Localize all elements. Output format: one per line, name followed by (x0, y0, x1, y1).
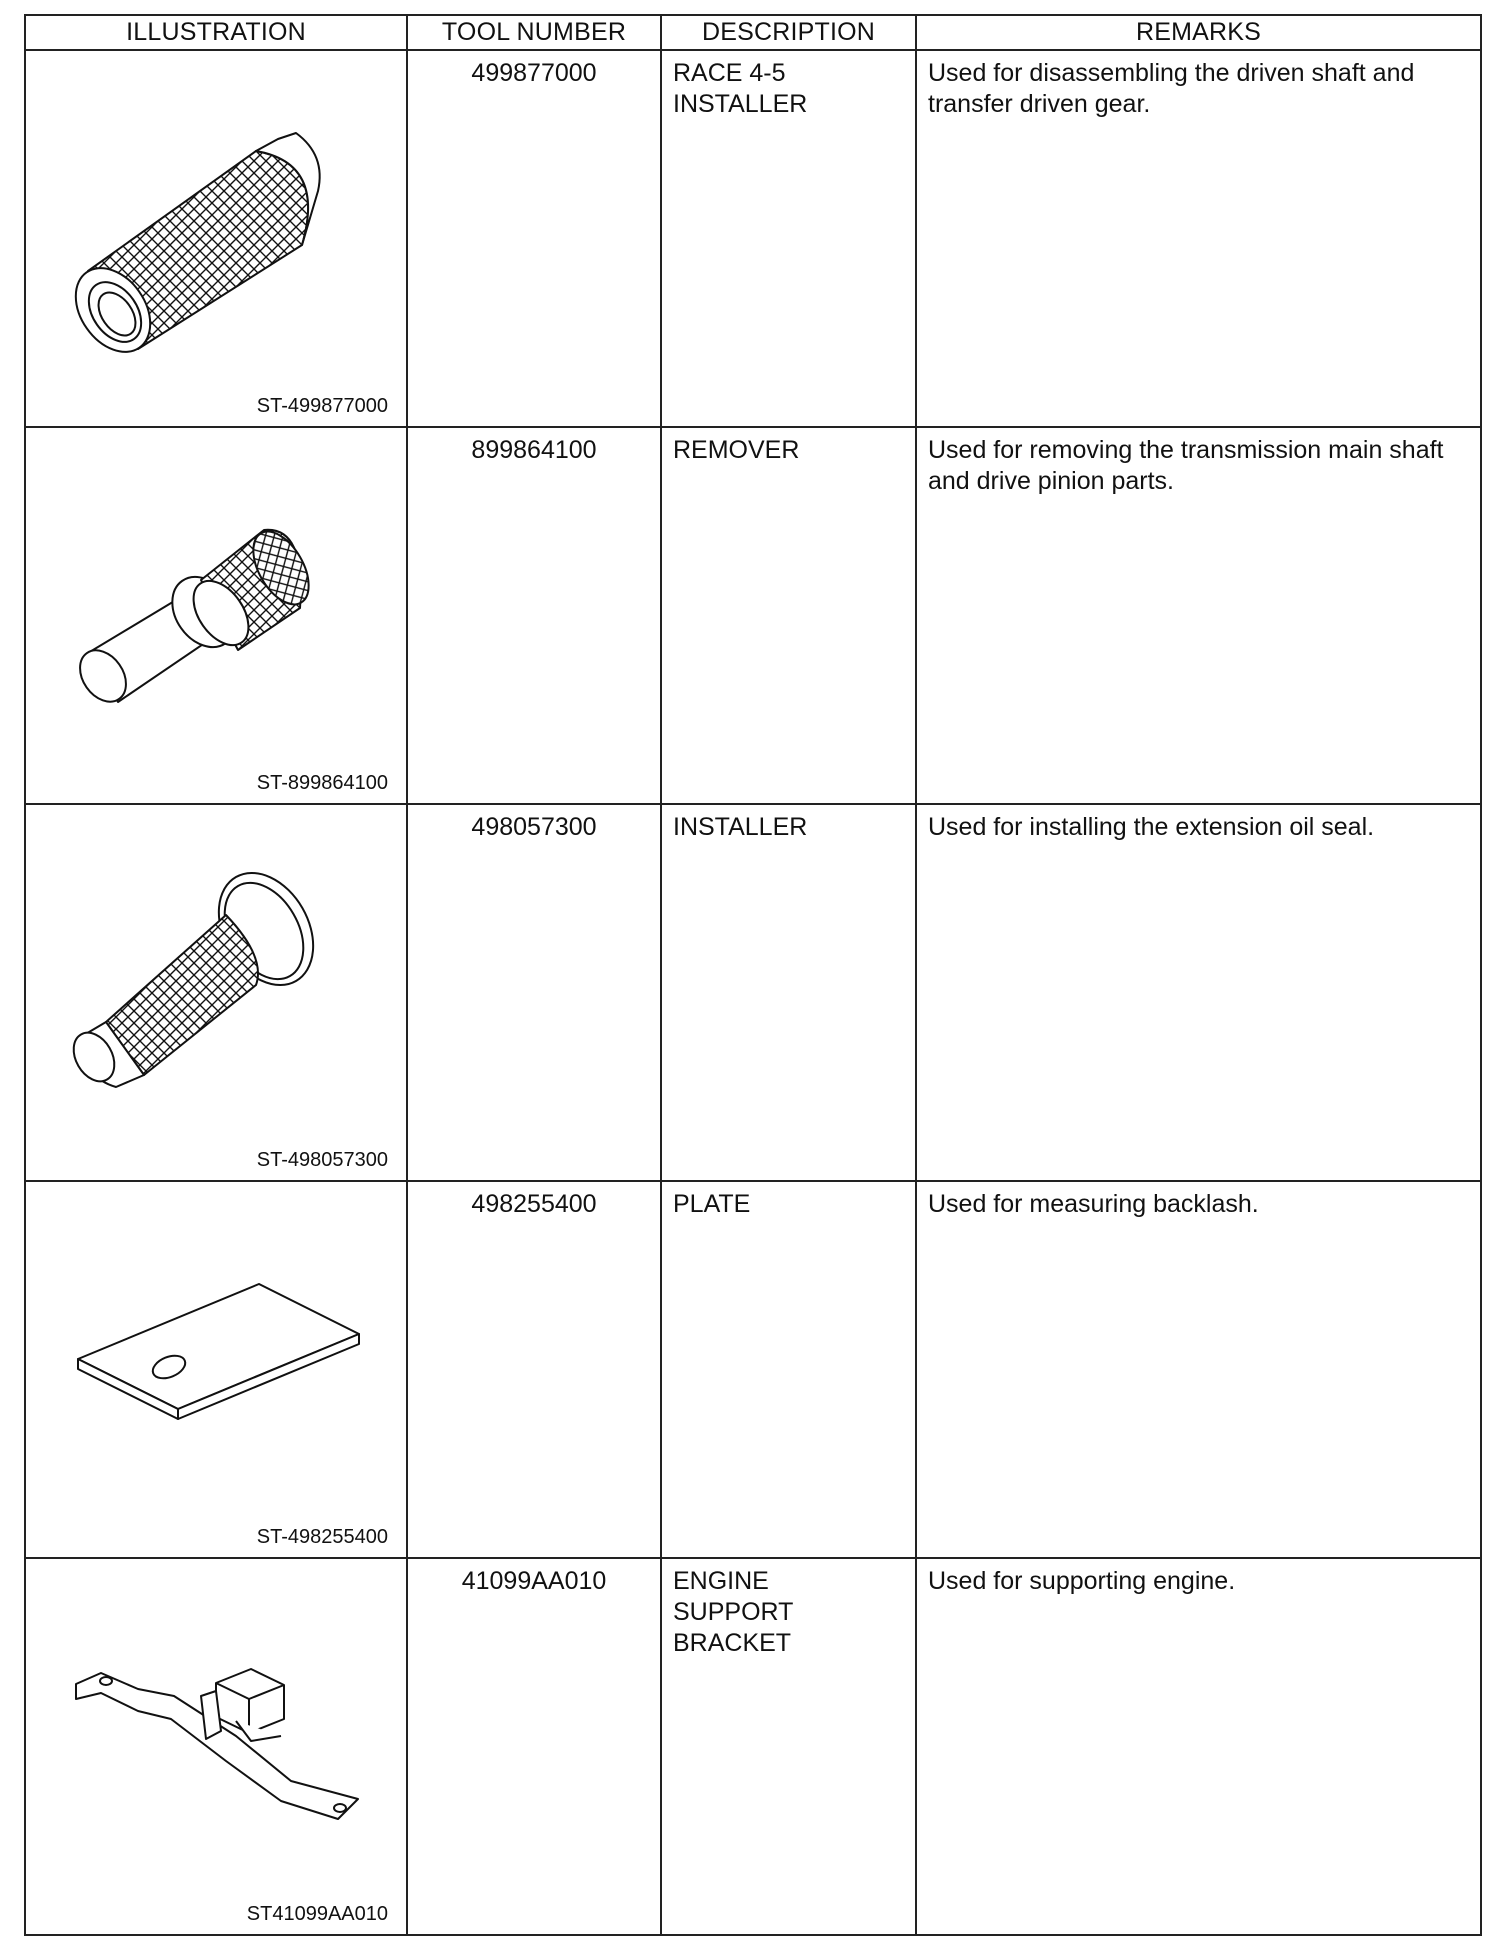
tool-number-cell (407, 50, 661, 427)
tool-number: 499877000 (471, 59, 597, 87)
remarks-cell (916, 50, 1481, 427)
illustration-cell (25, 50, 407, 427)
tool-number-cell (407, 804, 661, 1181)
illustration-cell (25, 1181, 407, 1558)
description-text: PLATE (673, 1190, 751, 1218)
illustration-code: ST-499877000 (256, 395, 388, 417)
tool-number: 41099AA010 (461, 1567, 607, 1595)
installer-illustration (26, 805, 406, 1180)
header-illustration: ILLUSTRATION (25, 15, 407, 50)
description-text: ENGINE SUPPORT BRACKET (673, 1567, 793, 1657)
table-header-row (25, 15, 1481, 50)
remarks-text: Used for removing the transmission main shaft and drive pinion parts. (928, 436, 1444, 495)
plate-illustration (26, 1182, 406, 1557)
illustration-code: ST41099AA010 (246, 1903, 388, 1925)
tool-number: 498255400 (471, 1190, 597, 1218)
header-tool-number: TOOL NUMBER (407, 15, 661, 50)
header-remarks: REMARKS (916, 15, 1481, 50)
description-text: INSTALLER (673, 813, 808, 841)
remarks-cell (916, 1181, 1481, 1558)
remarks-text: Used for installing the extension oil seal. (928, 813, 1375, 841)
remover-illustration (26, 428, 406, 803)
special-tools-table (24, 14, 1482, 1936)
description-text: REMOVER (673, 436, 800, 464)
tool-number: 899864100 (471, 436, 597, 464)
table-row (25, 427, 1481, 804)
table-row (25, 50, 1481, 427)
remarks-cell (916, 804, 1481, 1181)
remarks-text: Used for measuring backlash. (928, 1190, 1259, 1218)
illustration-code: ST-498057300 (256, 1149, 388, 1171)
tool-number: 498057300 (471, 813, 597, 841)
table-row (25, 1558, 1481, 1935)
remarks-cell (916, 1558, 1481, 1935)
illustration-cell (25, 427, 407, 804)
header-description: DESCRIPTION (661, 15, 916, 50)
description-text: RACE 4-5 INSTALLER (673, 59, 808, 118)
description-cell (661, 804, 916, 1181)
illustration-cell (25, 1558, 407, 1935)
remarks-text: Used for disassembling the driven shaft and transfer driven gear. (928, 59, 1415, 118)
illustration-code: ST-899864100 (256, 772, 388, 794)
tool-number-cell (407, 1558, 661, 1935)
illustration-code: ST-498255400 (256, 1526, 388, 1548)
remarks-text: Used for supporting engine. (928, 1567, 1236, 1595)
description-cell (661, 427, 916, 804)
race-installer-illustration (26, 51, 406, 426)
tool-number-cell (407, 427, 661, 804)
description-cell (661, 1558, 916, 1935)
illustration-cell (25, 804, 407, 1181)
engine-support-bracket-illustration (26, 1559, 406, 1934)
tool-number-cell (407, 1181, 661, 1558)
remarks-cell (916, 427, 1481, 804)
description-cell (661, 1181, 916, 1558)
table-row (25, 1181, 1481, 1558)
table-row (25, 804, 1481, 1181)
description-cell (661, 50, 916, 427)
